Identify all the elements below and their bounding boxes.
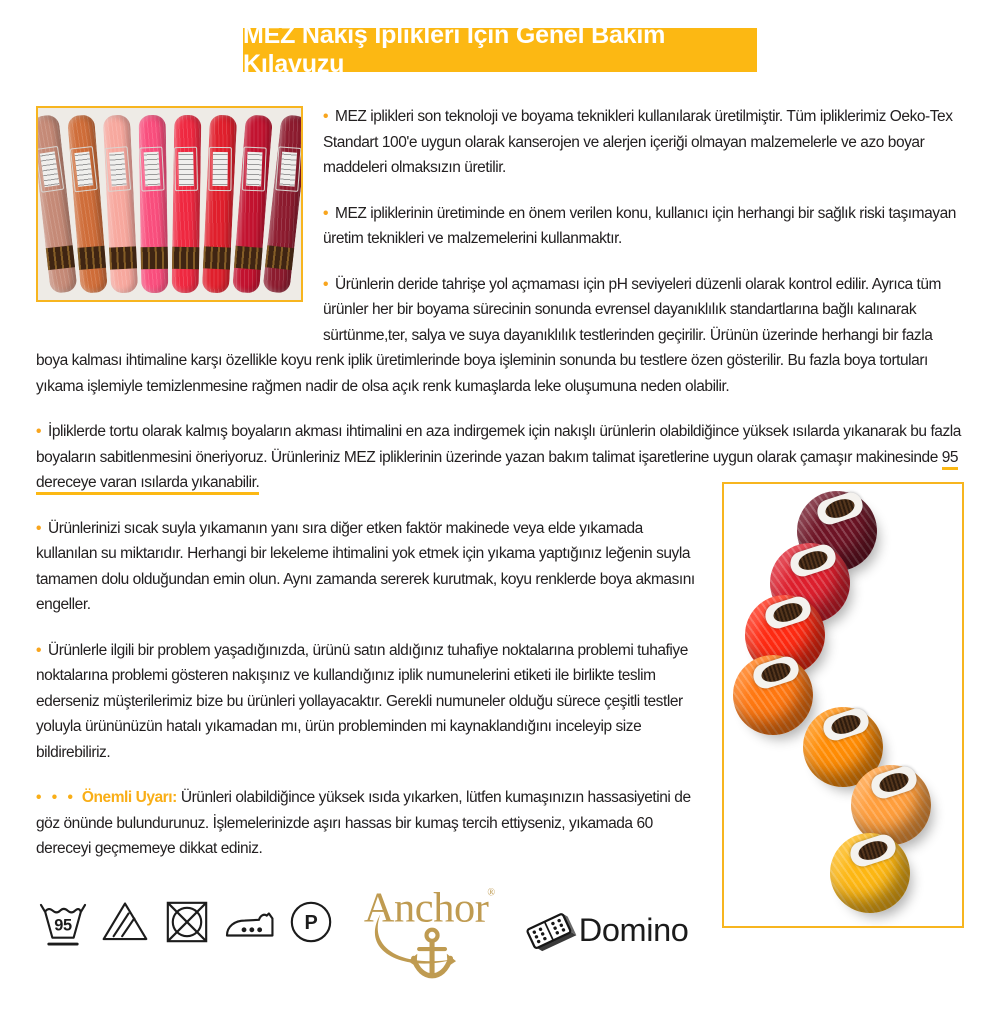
iron-three-dots-icon bbox=[222, 894, 276, 950]
skein-label bbox=[104, 146, 131, 192]
skein-band bbox=[140, 247, 167, 269]
skein-band bbox=[171, 247, 198, 269]
ball-label bbox=[814, 489, 865, 527]
title-banner bbox=[243, 21, 757, 78]
paragraph-text: Ürünlerinizi sıcak suyla yıkamanın yanı sıra diğer etken faktör makinede veya elde yıkamada kullanılan su miktarıdır. Herhangi bir lekeleme ihtimalini yok etmek için yıkama yaptığınız leğenin suyla tamamen dolu olduğundan emin olun. Aynı zamanda sererek kurutmak, koyu renklerde boya akmasını engeller. bbox=[36, 519, 695, 613]
paragraph-text: Ürünlerin deride tahrişe yol açmaması için pH seviyeleri düzenli olarak kontrol edilir. Ayrıca tüm ürünler her bir boyama sürecinin sonunda evrensel dayanıklılık standartlarına bağlı kalınarak sürtünme,ter, salya ve suya dayanıklılık testlerinden geçirilir. Ürünün üzerinde herhangi bir fazla boya kalması ihtimaline karşı özellikle koyu renk iplik üretimlerinde boya işleminin sonunda bu testlere özen gösterilir. Bu fazla boya tortuları yıkama işlemiyle temizlenmesine rağmen nadir de olsa açık renk kumaşlarda leke oluşumuna neden olabilir. bbox=[36, 275, 942, 395]
care-guide-content bbox=[36, 104, 964, 985]
skein-band bbox=[202, 246, 230, 269]
skein-band bbox=[109, 246, 137, 269]
skein-label bbox=[241, 147, 266, 192]
ball-label-core bbox=[877, 769, 911, 794]
skeins-photo bbox=[36, 106, 303, 302]
domino-wordmark: Domino bbox=[579, 911, 689, 948]
skein-label bbox=[69, 146, 97, 192]
skein-label bbox=[275, 146, 301, 192]
wash-95-mild-icon bbox=[36, 894, 90, 950]
skein-label bbox=[208, 147, 232, 191]
svg-text:P: P bbox=[304, 911, 318, 934]
ball-label-core bbox=[796, 547, 830, 572]
ball-label-core bbox=[829, 711, 863, 736]
ball-label bbox=[762, 593, 813, 631]
domino-icon bbox=[527, 911, 577, 952]
warning-text: Ürünleri olabildiğince yüksek ısıda yıkarken, lütfen kumaşınızın hassasiyetini de göz önünde bulundurunuz. İşlemelerinizde aşırı hassas bir kumaş tercih ettiyseniz, yıkamada 60 dereceyi geçmemeye dikkat ediniz. bbox=[36, 789, 691, 857]
thread-skein bbox=[171, 115, 201, 293]
skein-band bbox=[45, 245, 74, 270]
ball-label-core bbox=[759, 659, 793, 684]
skein-label bbox=[174, 147, 198, 191]
skein-band bbox=[264, 245, 293, 270]
anchor-icon bbox=[408, 929, 456, 975]
bleach-triangle-icon bbox=[98, 894, 152, 950]
paragraph-text: MEZ ipliklerinin üretiminde en önem verilen konu, kullanıcı için herhangi bir sağlık riski taşımayan üretim teknikleri ve malzemelerini kullanmaktır. bbox=[323, 204, 956, 247]
anchor-wordmark: Anchor bbox=[363, 883, 489, 931]
thread-ball bbox=[830, 833, 910, 913]
thread-skein bbox=[102, 114, 137, 293]
thread-skein bbox=[138, 115, 168, 293]
ball-label bbox=[868, 763, 919, 801]
ball-label-core bbox=[856, 837, 890, 862]
bullet-icon: • bbox=[323, 204, 328, 222]
bullet-icon: • bbox=[323, 108, 328, 125]
footer bbox=[36, 882, 704, 985]
registered-mark: ® bbox=[487, 887, 495, 899]
warning-label: Önemli Uyarı: bbox=[81, 789, 177, 806]
paragraph-text: Ürünlerle ilgili bir problem yaşadığınızda, ürünü satın aldığınız tuhafiye noktalarına problemi tuhafiye noktalarına problemi gösteren nakışınız ve kullandığınız iplik numunelerini etiketi ile birlikte teslim ederseniz müşterilerimiz bize bu ürünleri yollayacaktır. Gerekli numuneler olduğu sürece çeşitli testler yoluyla ürününüzün hatalı yıkamadan mı, ürün probleminden mi kaynaklandığını inceleyip size bildirebiliriz. bbox=[36, 641, 688, 761]
skein-band bbox=[77, 246, 106, 270]
dry-clean-p-icon bbox=[284, 894, 338, 950]
domino-logo bbox=[524, 904, 704, 954]
bullet-icon: • bbox=[323, 275, 328, 293]
bullet-icon: • bbox=[36, 423, 41, 440]
balls-photo bbox=[722, 482, 964, 928]
ball-label bbox=[787, 541, 838, 579]
thread-skein bbox=[201, 114, 236, 293]
ball-label-core bbox=[771, 599, 805, 624]
warning-dots-icon: • • • bbox=[36, 789, 76, 806]
paragraph-text: MEZ iplikleri son teknoloji ve boyama teknikleri kullanılarak üretilmiştir. Tüm ipliklerimiz Oeko-Tex Standart 100'e uygun olarak kanserojen ve alerjen içeriği olmayan malzemelerle ve azo boyar maddeleri olmaksızın üretilir. bbox=[323, 108, 953, 176]
ball-label-core bbox=[823, 495, 857, 520]
anchor-logo bbox=[362, 880, 500, 985]
care-symbols-row bbox=[36, 894, 338, 950]
ball-label bbox=[750, 653, 801, 691]
bullet-icon: • bbox=[36, 519, 41, 537]
paragraph-text: İpliklerde tortu olarak kalmış boyaların akması ihtimalini en aza indirgemek için nakışlı ürünlerin olabildiğince yüksek ısılarda yıkanarak bu fazla boyaların sabitlenmesini öneriyoruz. Ürünleriniz MEZ ipliklerinin üzerinde yazan bakım talimat işaretlerine uygun olarak çamaşır makinesinde bbox=[36, 423, 961, 466]
ball-label bbox=[820, 705, 871, 743]
do-not-tumble-dry-icon bbox=[160, 894, 214, 950]
bullet-icon: • bbox=[36, 641, 41, 659]
ball-label bbox=[847, 831, 898, 869]
thread-ball bbox=[733, 655, 813, 735]
page-title: MEZ Nakış İplikleri İçin Genel Bakım Kılavuzu bbox=[243, 21, 666, 78]
underlined-phrase: 95 dereceye varan ısılarda yıkanabilir. bbox=[36, 449, 958, 496]
svg-text:95: 95 bbox=[54, 916, 72, 935]
skein-label bbox=[36, 146, 64, 193]
skein-label bbox=[139, 146, 164, 191]
skein-band bbox=[233, 246, 262, 270]
